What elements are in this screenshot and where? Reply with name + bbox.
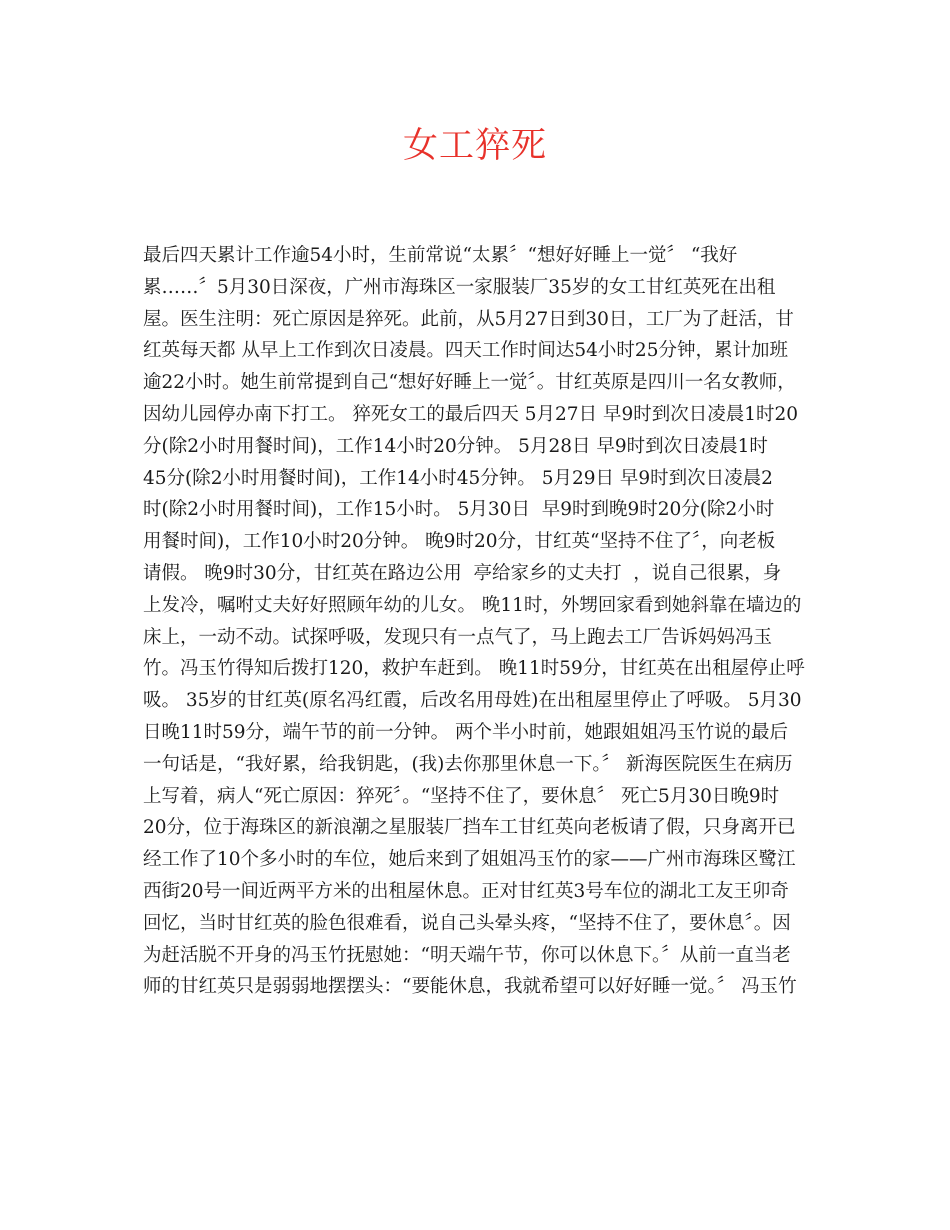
body-line: 上写着，病人“死亡原因：猝死〞。“坚持不住了，要休息〞 死亡5月30日晚9时 <box>143 785 780 807</box>
body-line: 师的甘红英只是弱弱地摆摆头：“要能休息，我就希望可以好好睡一觉。〞 冯玉竹 <box>143 976 797 998</box>
body-line: 为赶活脱不开身的冯玉竹抚慰她：“明天端午节，你可以休息下。〞从前一直当老 <box>143 944 791 966</box>
body-line: 床上，一动不动。试探呼吸，发现只有一点气了，马上跑去工厂告诉妈妈冯玉 <box>143 626 773 648</box>
body-line: 竹。冯玉竹得知后拨打120，救护车赶到。 晚11时59分，甘红英在出租屋停止呼 <box>143 658 805 680</box>
body-line: 最后四天累计工作逾54小时，生前常说“太累〞“想好好睡上一觉〞 “我好 <box>143 245 738 266</box>
body-line: 用餐时间)，工作10小时20分钟。 晚9时20分，甘红英“坚持不住了〞，向老板 <box>143 531 776 553</box>
body-line: 回忆，当时甘红英的脸色很难看，说自己头晕头疼，“坚持不住了，要休息〞。因 <box>143 912 791 934</box>
document-title: 女工猝死 <box>402 126 547 166</box>
body-line: 屋。医生注明：死亡原因是猝死。此前，从5月27日到30日，工厂为了赶活，甘 <box>143 308 794 330</box>
body-line: 时(除2小时用餐时间)，工作15小时。 5月30日 早9时到晚9时20分(除2小时 <box>143 499 775 521</box>
body-line: 分(除2小时用餐时间)，工作14小时20分钟。 5月28日 早9时到次日凌晨1时 <box>143 435 768 457</box>
body-line: 逾22小时。她生前常提到自己“想好好睡上一觉〞。甘红英原是四川一名女教师， <box>143 372 796 394</box>
body-line: 45分(除2小时用餐时间)，工作14小时45分钟。 5月29日 早9时到次日凌晨2 <box>143 467 773 489</box>
body-line: 红英每天都 从早上工作到次日凌晨。四天工作时间达54小时25分钟，累计加班 <box>143 340 788 362</box>
body-line: 西街20号一间近两平方米的出租屋休息。正对甘红英3号车位的湖北工友王卯奇 <box>143 880 789 902</box>
body-line: 20分，位于海珠区的新浪潮之星服装厂挡车工甘红英向老板请了假，只身离开已 <box>143 817 796 839</box>
body-line: 请假。 晚9时30分，甘红英在路边公用 亭给家乡的丈夫打 ，说自己很累，身 <box>143 562 782 584</box>
body-line: 吸。 35岁的甘红英(原名冯红霞，后改名用母姓)在出租屋里停止了呼吸。 5月30 <box>143 690 802 712</box>
body-line: 一句话是，“我好累，给我钥匙，(我)去你那里休息一下。〞 新海医院医生在病历 <box>143 753 793 775</box>
document-body <box>143 240 813 1003</box>
body-line: 上发冷，嘱咐丈夫好好照顾年幼的儿女。 晚11时，外甥回家看到她斜靠在墙边的 <box>143 594 802 616</box>
body-line: 日晚11时59分，端午节的前一分钟。 两个半小时前，她跟姐姐冯玉竹说的最后 <box>143 721 788 743</box>
body-line: 经工作了10个多小时的车位，她后来到了姐姐冯玉竹的家——广州市海珠区鹭江 <box>143 849 796 871</box>
body-line: 因幼儿园停办南下打工。 猝死女工的最后四天 5月27日 早9时到次日凌晨1时20 <box>143 403 799 425</box>
body-line: 累……〞5月30日深夜，广州市海珠区一家服装厂35岁的女工甘红英死在出租 <box>143 276 776 298</box>
